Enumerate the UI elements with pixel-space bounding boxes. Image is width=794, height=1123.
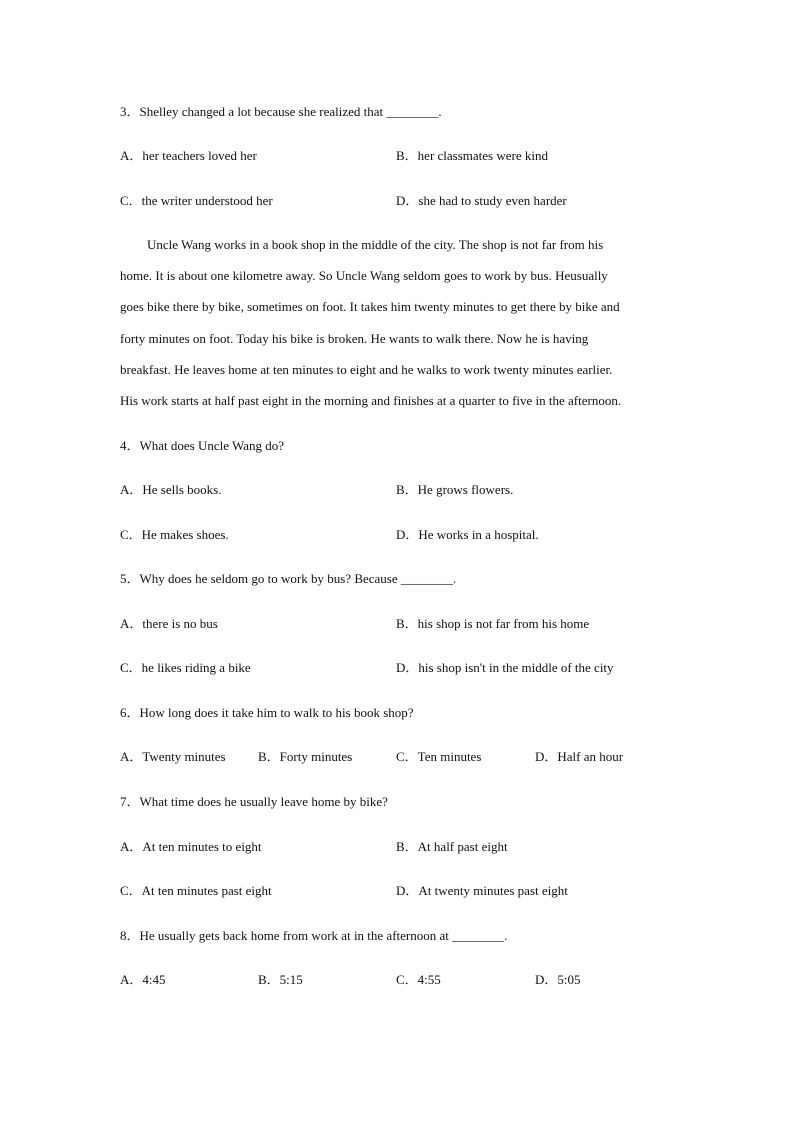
question-6-option-a: A．Twenty minutes [120,749,226,764]
passage-line: home. It is about one kilometre away. So Uncle Wang seldom goes to work by bus. Heusually [120,268,608,284]
question-6-stem: 6．How long does it take him to walk to his book shop? [120,705,414,720]
question-8-option-a: A．4:45 [120,972,166,987]
passage-line: forty minutes on foot. Today his bike is broken. He wants to walk there. Now he is having [120,330,589,346]
question-5-option-b: B．his shop is not far from his home [396,616,590,631]
question-3-stem: 3．Shelley changed a lot because she realized that ________. [120,104,442,119]
question-5-stem: 5．Why does he seldom go to work by bus? Because ________. [120,571,457,586]
passage-line: His work starts at half past eight in the morning and finishes at a quarter to five in the afternoon. [120,393,622,409]
question-3-option-d: D．she had to study even harder [396,193,567,208]
question-8-option-b: B．5:15 [258,972,303,987]
question-4-option-b: B．He grows flowers. [396,482,514,497]
question-4-option-c: C．He makes shoes. [120,527,229,542]
question-6-option-c: C．Ten minutes [396,749,482,764]
question-7-option-b: B．At half past eight [396,839,508,854]
question-5-option-c: C．he likes riding a bike [120,660,251,675]
question-5-option-d: D．his shop isn't in the middle of the city [396,660,614,675]
question-8-option-c: C．4:55 [396,972,441,987]
question-3-option-a: A．her teachers loved her [120,148,257,163]
question-4-stem: 4．What does Uncle Wang do? [120,438,285,453]
passage-line: breakfast. He leaves home at ten minutes to eight and he walks to work twenty minutes earlier. [120,361,613,377]
question-7-option-c: C．At ten minutes past eight [120,883,272,898]
question-8-stem: 8．He usually gets back home from work at in the afternoon at ________. [120,928,508,943]
passage-line: goes bike there by bike, sometimes on foot. It takes him twenty minutes to get there by bike and [120,299,620,315]
question-4-option-a: A．He sells books. [120,482,222,497]
passage-line: Uncle Wang works in a book shop in the middle of the city. The shop is not far from his [147,237,604,252]
question-5-option-a: A．there is no bus [120,616,218,631]
question-7-option-d: D．At twenty minutes past eight [396,883,568,898]
question-7-stem: 7．What time does he usually leave home by bike? [120,794,388,809]
question-3-option-c: C．the writer understood her [120,193,273,208]
question-6-option-d: D．Half an hour [535,749,624,764]
reading-passage [120,229,660,416]
question-3-option-b: B．her classmates were kind [396,148,548,163]
question-7-option-a: A．At ten minutes to eight [120,839,262,854]
question-8-option-d: D．5:05 [535,972,581,987]
question-6-option-b: B．Forty minutes [258,749,353,764]
question-4-option-d: D．He works in a hospital. [396,527,539,542]
